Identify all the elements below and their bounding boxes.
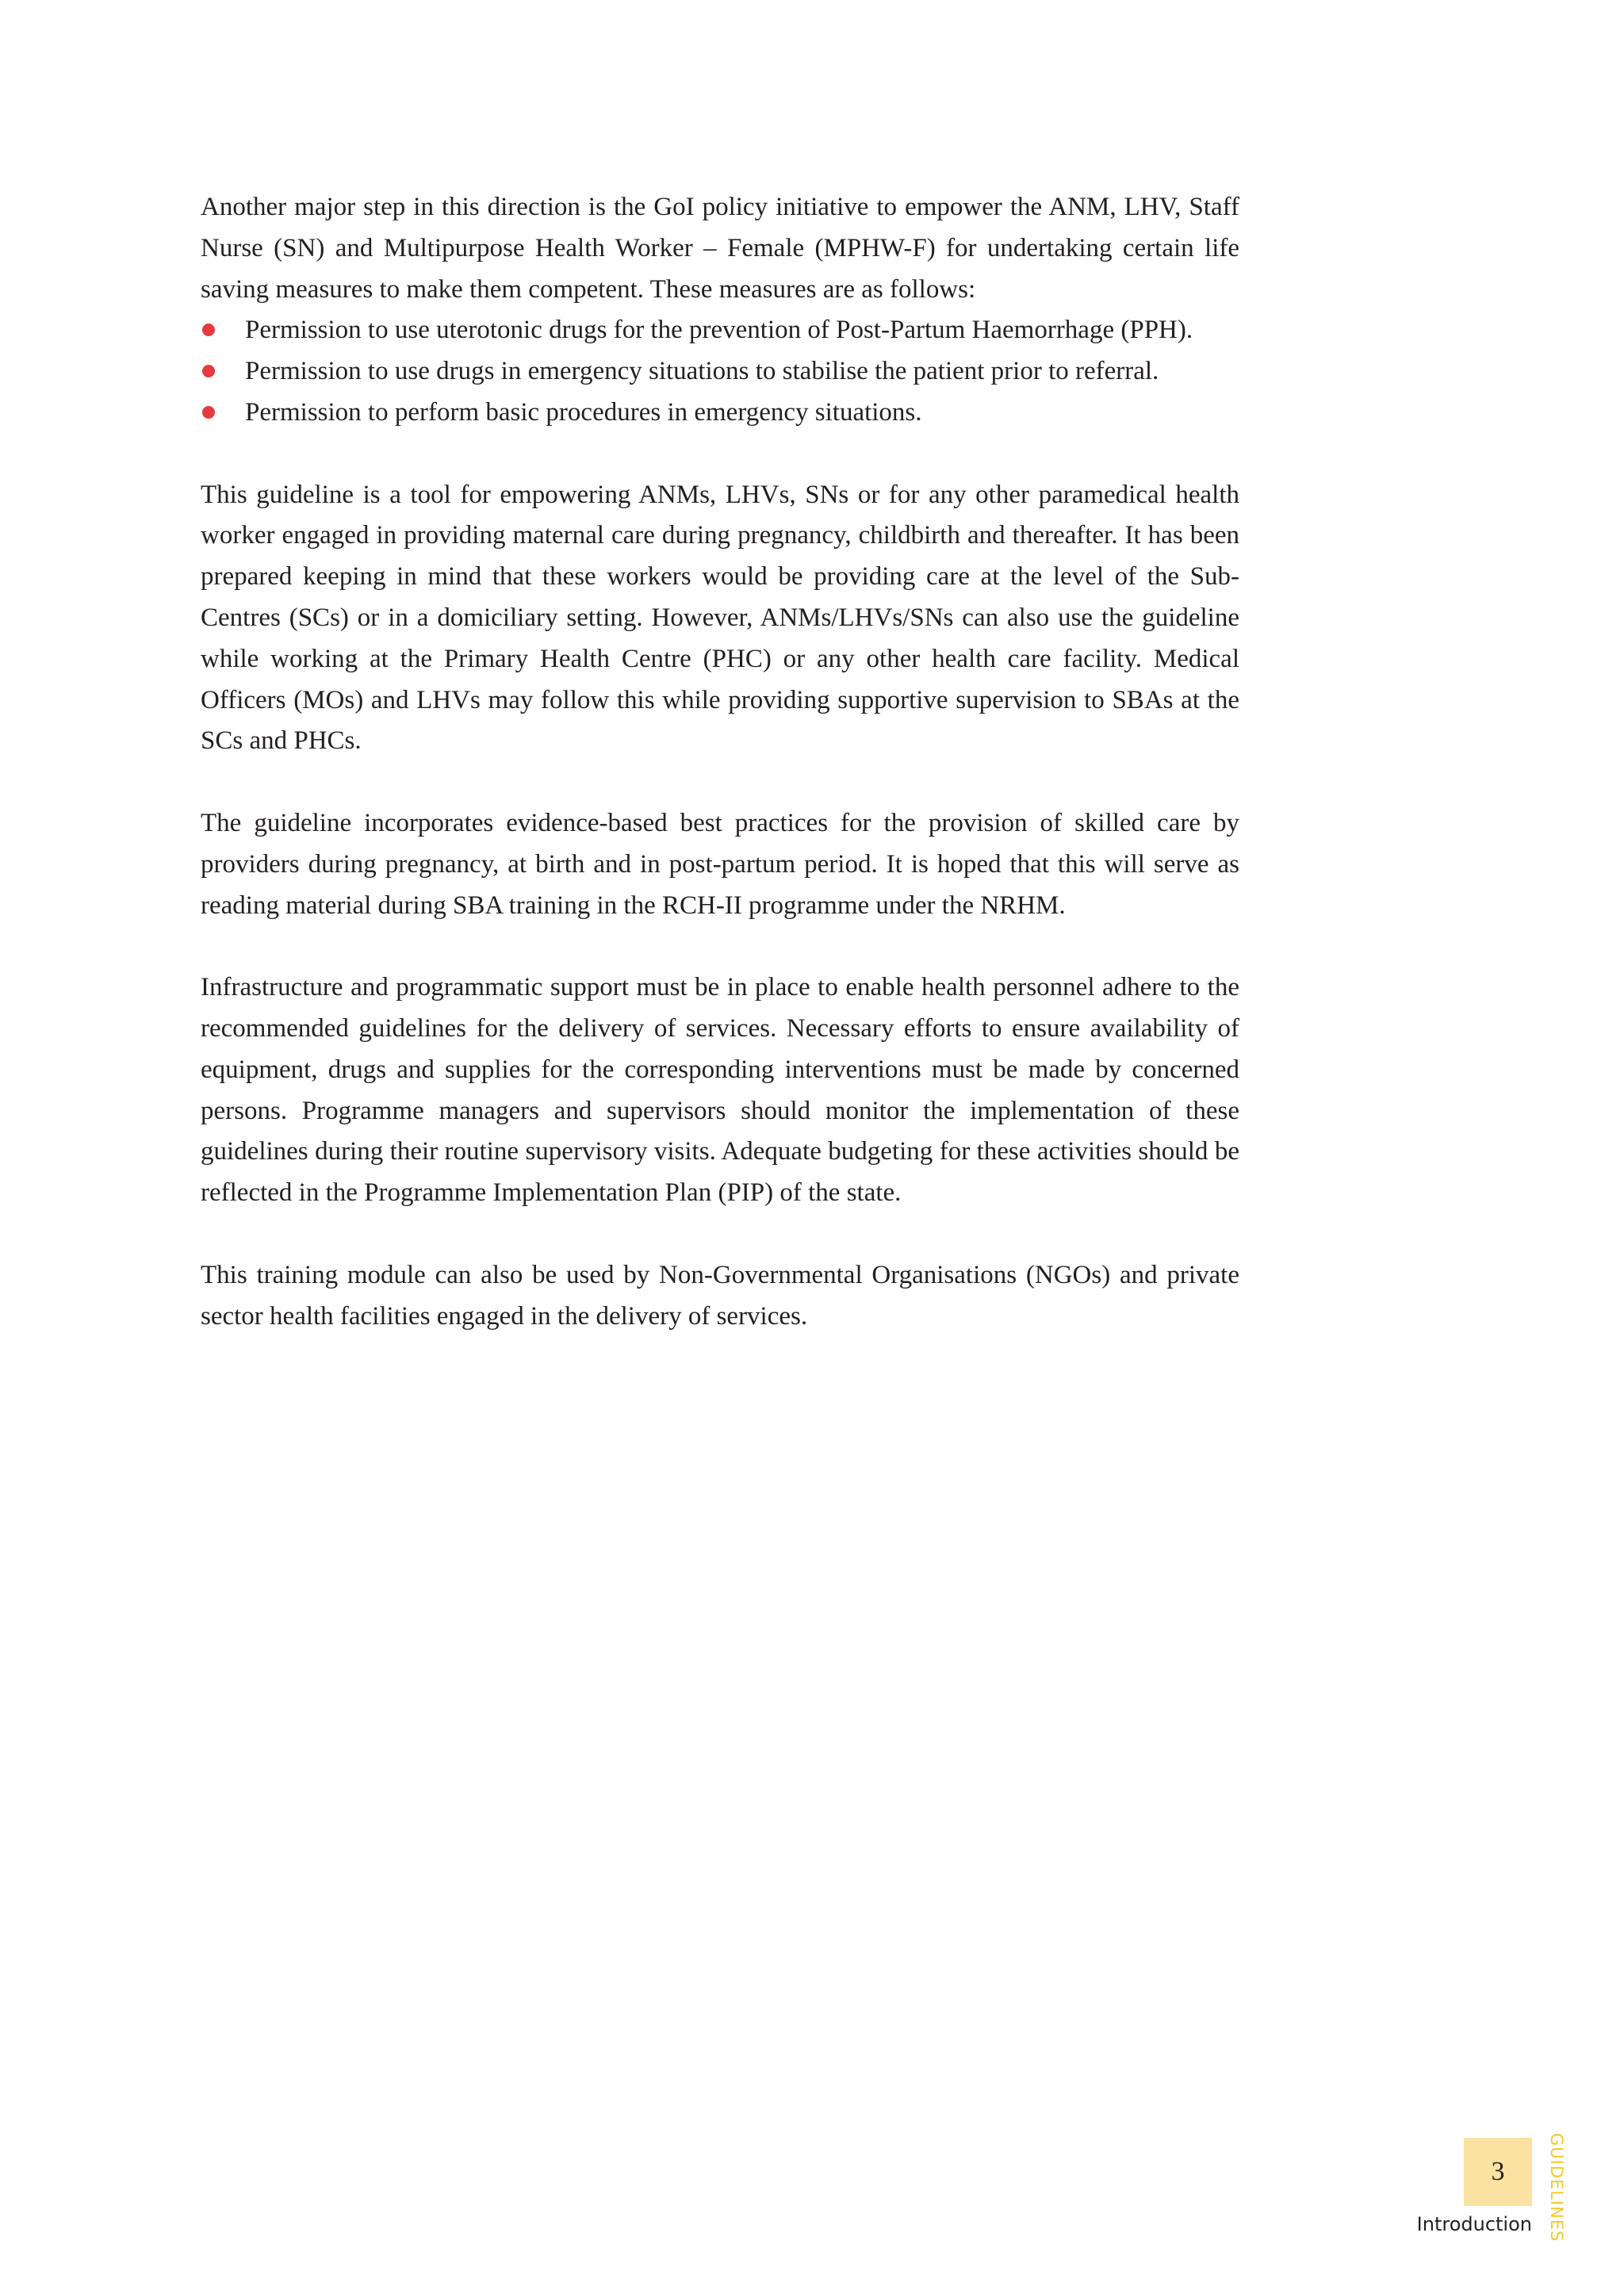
list-item bbox=[201, 393, 1239, 434]
bullet-dot-icon bbox=[202, 365, 215, 377]
list-item bbox=[201, 310, 1239, 351]
guideline-purpose-paragraph: This guideline is a tool for empowering ANMs, LHVs, SNs or for any other paramedical health worker engaged in providing maternal care during pregnancy, childbirth and thereafter. It has been prepared keeping in mind that these workers would be providing care at the level of the Sub-Centres (SCs) or in a domiciliary setting. However, ANMs/LHVs/SNs can also use the guideline while working at the Primary Health Centre (PHC) or any other health care facility. Medical Officers (MOs) and LHVs may follow this while providing supportive supervision to SBAs at the SCs and PHCs. bbox=[201, 480, 1239, 756]
footer-section-title: Introduction bbox=[1416, 2213, 1532, 2235]
bullet-dot-icon bbox=[202, 406, 215, 419]
side-label: GUIDELINES bbox=[1547, 2133, 1566, 2242]
ngo-paragraph: This training module can also be used by Non-Governmental Organisations (NGOs) and private sector health facilities engaged in the delivery of services. bbox=[201, 1260, 1239, 1331]
infrastructure-paragraph: Infrastructure and programmatic support must be in place to enable health personnel adhere to the recommended guidelines for the delivery of services. Necessary efforts to ensure availability of equipment, drugs and supplies for the corresponding interventions must be made by concerned persons. Programme managers and supervisors should monitor the implementation of these guidelines during their routine supervisory visits. Adequate budgeting for these activities should be reflected in the Programme Implementation Plan (PIP) of the state. bbox=[201, 973, 1239, 1208]
body-text bbox=[201, 187, 1239, 1337]
list-item-text: Permission to use drugs in emergency situations to stabilise the patient prior to referral. bbox=[245, 357, 1159, 386]
measures-list bbox=[201, 310, 1239, 433]
intro-paragraph: Another major step in this direction is the GoI policy initiative to empower the ANM, LHV, Staff Nurse (SN) and Multipurpose Health Worker – Female (MPHW-F) for undertaking certain life saving measures to make them competent. These measures are as follows: bbox=[201, 193, 1239, 304]
list-item bbox=[201, 351, 1239, 393]
side-label-container bbox=[1545, 2133, 1568, 2242]
bullet-dot-icon bbox=[202, 324, 215, 336]
page-number: 3 bbox=[1491, 2157, 1505, 2186]
best-practices-paragraph: The guideline incorporates evidence-based best practices for the provision of skilled care by providers during pregnancy, at birth and in post-partum period. It is hoped that this will serve as reading material during SBA training in the RCH-II programme under the NRHM. bbox=[201, 808, 1239, 920]
list-item-text: Permission to use uterotonic drugs for the prevention of Post-Partum Haemorrhage (PPH). bbox=[245, 316, 1193, 345]
list-item-text: Permission to perform basic procedures in emergency situations. bbox=[245, 397, 922, 427]
page-number-box bbox=[1464, 2138, 1532, 2206]
